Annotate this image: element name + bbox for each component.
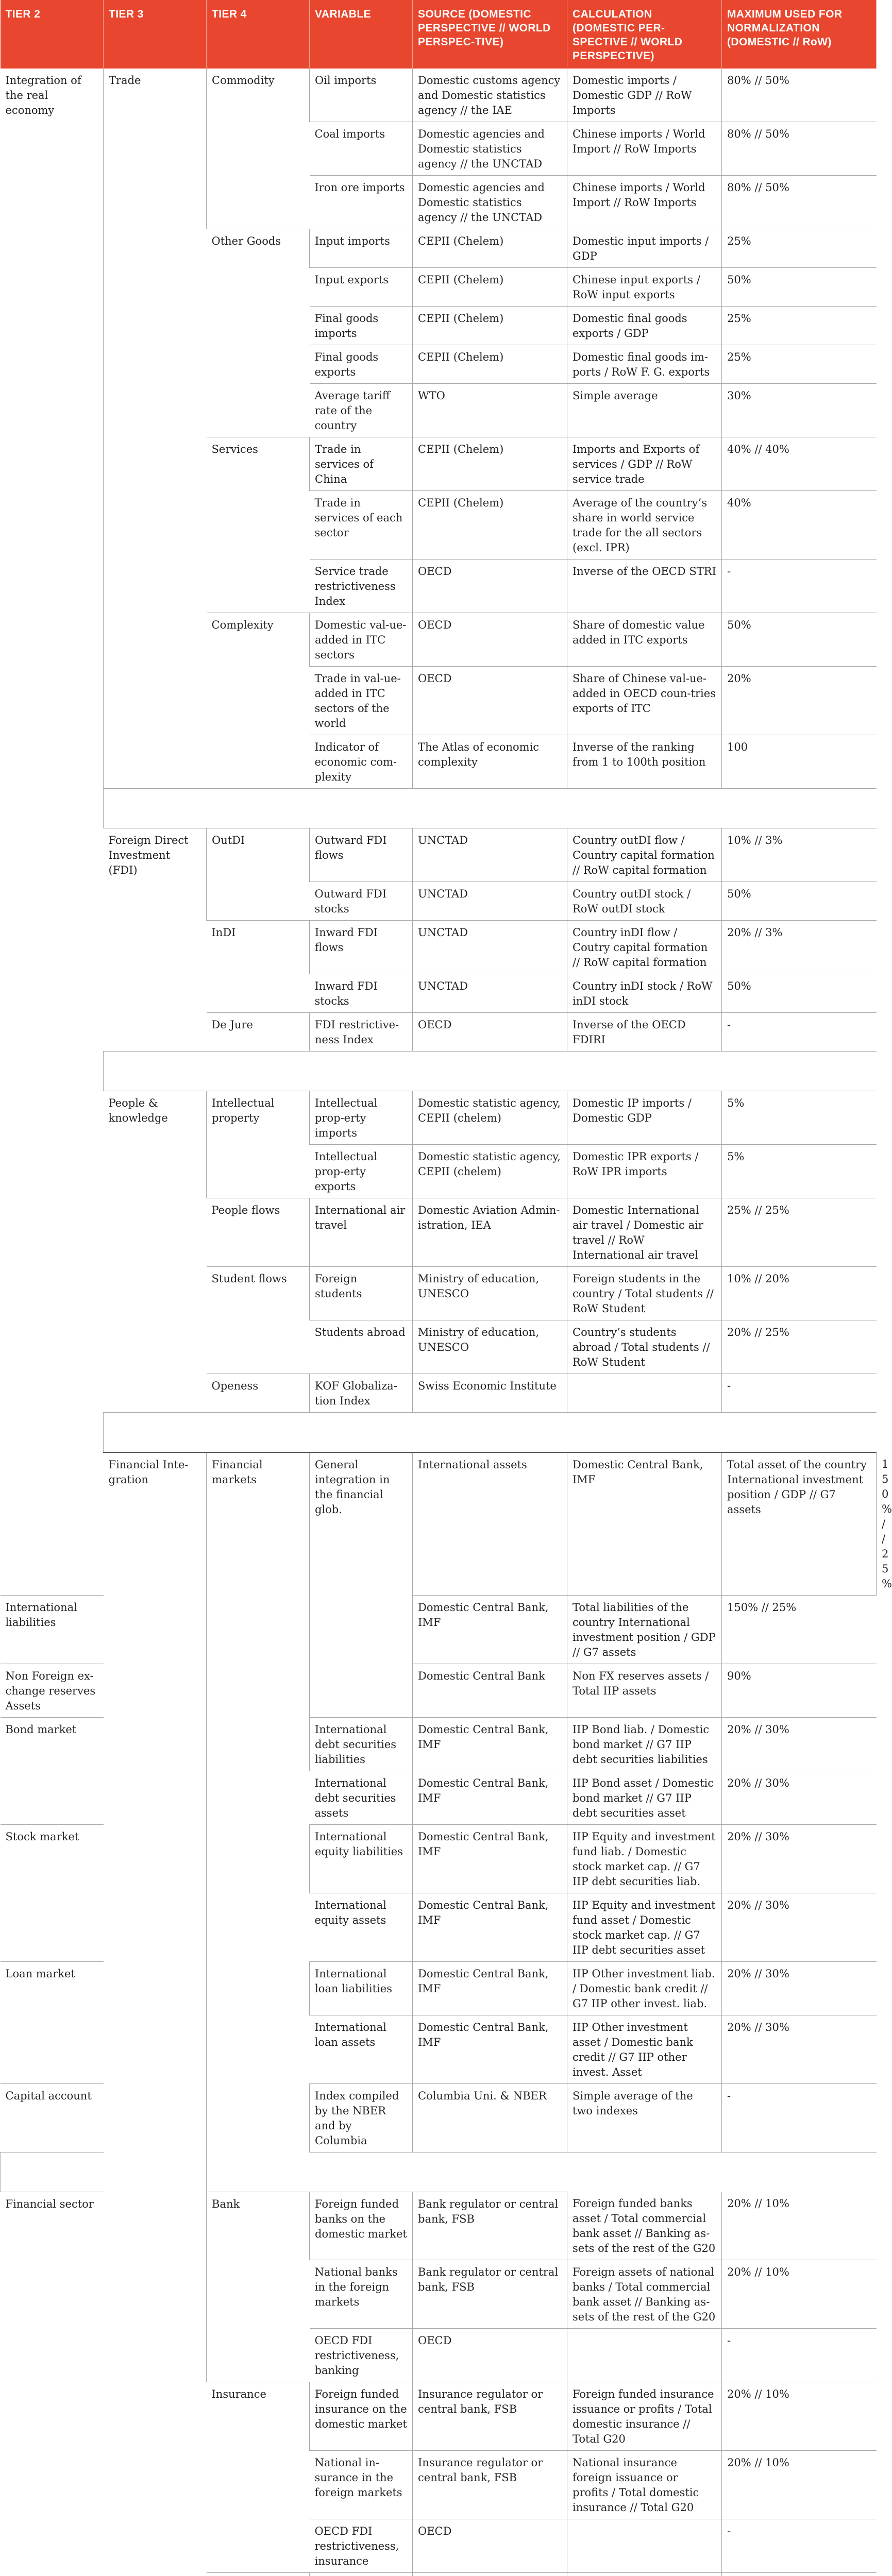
variable-cell: International debt securities assets [310, 1771, 413, 1824]
maximum-cell: 25% [722, 229, 877, 268]
calculation-cell: Share of domestic value added in ITC exports [567, 613, 722, 667]
variable-cell: Input imports [310, 229, 413, 268]
variable-cell: Coal imports [310, 122, 413, 176]
variable-cell: Intellectual prop-erty imports [310, 1091, 413, 1145]
calculation-cell: Non FX reserves assets / Total IIP assets [567, 1664, 722, 1717]
source-cell: Bank regulator or central bank, FSB [413, 2260, 567, 2329]
table-row [1, 69, 877, 122]
maximum-cell: 150% // 25% [722, 1595, 877, 1664]
variable-cell: International loan assets [310, 2015, 413, 2083]
source-cell: Bank regulator or central bank, FSB [413, 2192, 567, 2260]
source-cell: CEPII (Chelem) [413, 491, 567, 560]
source-cell: Domestic customs agency and Domestic statistics agency // the IAE [413, 69, 567, 122]
maximum-cell: 20% // 25% [722, 1320, 877, 1374]
source-cell: CEPII (Chelem) [413, 437, 567, 491]
source-cell: OECD [413, 613, 567, 667]
maximum-cell: 40% [722, 491, 877, 560]
header-maximum: MAXIMUM USED FOR NORMALIZATION (DOMESTIC // RoW) [722, 0, 877, 69]
spacer-cell [104, 1052, 877, 1091]
calculation-cell [567, 2573, 722, 2576]
table-row [1, 828, 877, 882]
variable-cell: Foreign students [310, 1267, 413, 1320]
spacer-cell [104, 789, 877, 828]
header-tier2: TIER 2 [1, 0, 104, 69]
variable-cell: International air travel [310, 1198, 413, 1267]
variable-cell: Indicator of economic com-plexity [310, 735, 413, 789]
source-cell: CEPII (Chelem) [413, 307, 567, 345]
maximum-cell: 80% // 50% [722, 69, 877, 122]
source-cell: Ministry of education, UNESCO [413, 1267, 567, 1320]
tier2-cell: Financial Inte-gration [104, 1452, 207, 2576]
calculation-cell: Domestic International air travel / Domestic air travel // RoW International air travel [567, 1198, 722, 1267]
source-cell: Domestic agencies and Domestic statistics agency // the UNCTAD [413, 122, 567, 176]
maximum-cell: 50% [722, 268, 877, 307]
source-cell: Domestic Central Bank, IMF [413, 2015, 567, 2083]
maximum-cell: 30% [722, 384, 877, 437]
calculation-cell: Total asset of the country International investment position / GDP // G7 assets [722, 1452, 877, 1596]
maximum-cell: 5% [722, 1145, 877, 1198]
source-cell: Domestic Central Bank [413, 1664, 567, 1717]
maximum-cell: 80% // 50% [722, 176, 877, 229]
source-cell: Domestic Central Bank, IMF [413, 1893, 567, 1961]
source-cell: Domestic statistic agency, CEPII (chelem) [413, 1091, 567, 1145]
variable-cell: National in-surance in the foreign markets [310, 2451, 413, 2519]
tier4-cell: Intellectual property [207, 1091, 310, 1198]
calculation-cell: IIP Other investment asset / Domestic bank credit // G7 IIP other invest. Asset [567, 2015, 722, 2083]
source-cell: Domestic Central Bank, IMF [413, 1961, 567, 2015]
calculation-cell: Domestic IP imports / Domestic GDP [567, 1091, 722, 1145]
source-cell: Insurance regulator or central bank, FSB [413, 2451, 567, 2519]
source-cell: Domestic Aviation Admin-istration, IEA [413, 1198, 567, 1267]
variable-cell: International equity assets [310, 1893, 413, 1961]
tier4-cell: Bond market [1, 1717, 104, 1824]
calculation-cell: IIP Equity and investment fund asset / Domestic stock market cap. // G7 IIP debt securities asset [567, 1893, 722, 1961]
variable-cell: Foreign funded insurance on the domestic market [310, 2382, 413, 2451]
tier4-cell: Other Goods [207, 229, 310, 437]
calculation-cell: Chinese imports / World Import // RoW Imports [567, 176, 722, 229]
calculation-cell: Inverse of the OECD STRI [567, 560, 722, 613]
calculation-cell: Chinese imports / World Import // RoW Imports [567, 122, 722, 176]
tier4-cell: Openess [207, 1374, 310, 1413]
variable-cell [310, 2573, 413, 2576]
tier4-cell: Capital account [1, 2083, 104, 2152]
tier4-cell: Bank [207, 2192, 310, 2382]
maximum-cell: 80% // 50% [722, 122, 877, 176]
calculation-cell: Simple average of the two indexes [567, 2083, 722, 2152]
maximum-cell: 20% // 30% [722, 2015, 877, 2083]
maximum-cell: 25% // 25% [722, 1198, 877, 1267]
variable-cell: Domestic val-ue-added in ITC sectors [310, 613, 413, 667]
variable-cell: Outward FDI stocks [310, 882, 413, 921]
calculation-cell: IIP Equity and investment fund liab. / Domestic stock market cap. // G7 IIP debt securities liab. [567, 1824, 722, 1893]
maximum-cell: 40% // 40% [722, 437, 877, 491]
calculation-cell: Domestic imports / Domestic GDP // RoW Imports [567, 69, 722, 122]
maximum-cell: - [722, 1374, 877, 1413]
calculation-cell: Country outDI flow / Country capital formation // RoW capital formation [567, 828, 722, 882]
maximum-cell [722, 2573, 877, 2576]
variable-cell: Index compiled by the NBER and by Columbia [310, 2083, 413, 2152]
source-cell: OECD [413, 1013, 567, 1052]
maximum-cell: 20% // 30% [722, 1893, 877, 1961]
variable-cell: Final goods imports [310, 307, 413, 345]
calculation-cell: IIP Bond liab. / Domestic bond market // G7 IIP debt securities liabilities [567, 1717, 722, 1771]
source-cell: CEPII (Chelem) [413, 229, 567, 268]
maximum-cell: 20% // 10% [722, 2451, 877, 2519]
tier4-cell: De Jure [207, 1013, 310, 1052]
source-cell: OECD [413, 560, 567, 613]
calculation-cell [567, 2519, 722, 2573]
calculation-cell: National insurance foreign issuance or profits / Total domestic insurance // Total G20 [567, 2451, 722, 2519]
maximum-cell: 25% [722, 345, 877, 384]
source-cell: CEPII (Chelem) [413, 345, 567, 384]
source-cell [413, 2573, 567, 2576]
maximum-cell: 20% [722, 667, 877, 735]
calculation-cell [567, 1374, 722, 1413]
maximum-cell: 5% [722, 1091, 877, 1145]
variable-cell: Input exports [310, 268, 413, 307]
variable-cell: Non Foreign ex-change reserves Assets [1, 1664, 104, 1717]
source-cell: Swiss Economic Institute [413, 1374, 567, 1413]
variable-cell: Service trade restrictiveness Index [310, 560, 413, 613]
maximum-cell: 50% [722, 882, 877, 921]
spacer-row [1, 2152, 877, 2192]
source-cell: CEPII (Chelem) [413, 268, 567, 307]
calculation-cell: Chinese input exports / RoW input exports [567, 268, 722, 307]
maximum-cell: 20% // 10% [722, 2260, 877, 2329]
source-cell: Domestic statistic agency, CEPII (chelem) [413, 1145, 567, 1198]
calculation-cell: Foreign assets of national banks / Total commercial bank asset // Banking as-sets of the rest of the G20 [567, 2260, 722, 2329]
calculation-cell: Country inDI stock / RoW inDI stock [567, 974, 722, 1013]
calculation-cell: Domestic final goods im-ports / RoW F. G. exports [567, 345, 722, 384]
spacer-cell [104, 1413, 877, 1452]
variable-cell: Foreign funded banks on the domestic market [310, 2192, 413, 2260]
calculation-cell: Total liabilities of the country International investment position / GDP // G7 assets [567, 1595, 722, 1664]
maximum-cell: 20% // 30% [722, 1717, 877, 1771]
calculation-cell: Foreign funded insurance issuance or profits / Total domestic insurance // Total G20 [567, 2382, 722, 2451]
source-cell: Domestic Central Bank, IMF [413, 1595, 567, 1664]
calculation-cell: Country outDI stock / RoW outDI stock [567, 882, 722, 921]
tier4-cell: Student flows [207, 1267, 310, 1374]
maximum-cell: 20% // 30% [722, 1824, 877, 1893]
variable-cell: Oil imports [310, 69, 413, 122]
source-cell: Domestic Central Bank, IMF [413, 1771, 567, 1824]
table-row [1, 1091, 877, 1145]
variable-cell: Iron ore imports [310, 176, 413, 229]
calculation-cell [567, 2329, 722, 2382]
calculation-cell: Foreign funded banks asset / Total commercial bank asset // Banking as-sets of the rest of the G20 [567, 2192, 722, 2260]
calculation-cell: Country inDI flow / Coutry capital formation // RoW capital formation [567, 921, 722, 974]
spacer-cell [1, 2152, 567, 2192]
source-cell: The Atlas of economic complexity [413, 735, 567, 789]
maximum-cell: 20% // 10% [722, 2382, 877, 2451]
source-cell: OECD [413, 2519, 567, 2573]
maximum-cell: 20% // 3% [722, 921, 877, 974]
maximum-cell: 50% [722, 613, 877, 667]
spacer-row [1, 1413, 877, 1452]
variable-cell: Trade in val-ue-added in ITC sectors of the world [310, 667, 413, 735]
tier4-cell: People flows [207, 1198, 310, 1267]
maximum-cell: 20% // 30% [722, 1961, 877, 2015]
calculation-cell: Imports and Exports of services / GDP // RoW service trade [567, 437, 722, 491]
variable-cell: International equity liabilities [310, 1824, 413, 1893]
tier4-cell: Loan market [1, 1961, 104, 2083]
calculation-cell: IIP Other investment liab. / Domestic bank credit // G7 IIP other invest. liab. [567, 1961, 722, 2015]
variable-cell: International liabilities [1, 1595, 104, 1664]
table-header-row [1, 0, 877, 69]
calculation-cell: Inverse of the OECD FDIRI [567, 1013, 722, 1052]
maximum-cell: 20% // 30% [722, 1771, 877, 1824]
source-cell: Domestic Central Bank, IMF [413, 1717, 567, 1771]
tier4-cell: Services [207, 437, 310, 613]
source-cell: UNCTAD [413, 828, 567, 882]
tier4-cell: Insurance [207, 2382, 310, 2573]
variable-cell: KOF Globaliza-tion Index [310, 1374, 413, 1413]
calculation-cell: Country’s students abroad / Total students // RoW Student [567, 1320, 722, 1374]
table-row: Financial Inte-gration Financial markets General integration in the financial glob. International assets Domestic Central Bank, IMF Total asset of the country International investment position / GDP // G7 assets 150% // 25% [1, 1452, 877, 1596]
variable-cell: Average tariff rate of the country [310, 384, 413, 437]
maximum-cell: - [722, 2329, 877, 2382]
maximum-cell: 50% [722, 974, 877, 1013]
tier4-cell: General integration in the financial glob. [310, 1452, 413, 1718]
calculation-cell: Domestic IPR exports / RoW IPR imports [567, 1145, 722, 1198]
calculation-cell: IIP Bond asset / Domestic bond market // G7 IIP debt securities asset [567, 1771, 722, 1824]
calculation-cell: Foreign students in the country / Total students // RoW Student [567, 1267, 722, 1320]
spacer-row [1, 1052, 877, 1091]
maximum-cell: 100 [722, 735, 877, 789]
maximum-cell: 25% [722, 307, 877, 345]
source-cell: UNCTAD [413, 974, 567, 1013]
tier4-cell: Commodity [207, 69, 310, 229]
calculation-cell: Inverse of the ranking from 1 to 100th position [567, 735, 722, 789]
source-cell: OECD [413, 2329, 567, 2382]
variable-cell: International assets [413, 1452, 567, 1596]
variable-cell: Inward FDI flows [310, 921, 413, 974]
calculation-cell: Simple average [567, 384, 722, 437]
maximum-cell: - [722, 2519, 877, 2573]
calculation-cell: Average of the country’s share in world service trade for the all sectors (excl. IPR) [567, 491, 722, 560]
maximum-cell: - [722, 560, 877, 613]
tier4-cell: Complexity [207, 613, 310, 789]
header-variable: VARIABLE [310, 0, 413, 69]
variable-cell: FDI restrictive-ness Index [310, 1013, 413, 1052]
source-cell: Ministry of education, UNESCO [413, 1320, 567, 1374]
maximum-cell: 90% [722, 1664, 877, 1717]
source-cell: Domestic Central Bank, IMF [413, 1824, 567, 1893]
source-cell: Domestic agencies and Domestic statistics agency // the UNCTAD [413, 176, 567, 229]
variable-cell: Inward FDI stocks [310, 974, 413, 1013]
spacer-row [1, 789, 877, 828]
calculation-cell: Share of Chinese val-ue-added in OECD coun-tries exports of ITC [567, 667, 722, 735]
tier3-cell: Financial markets [207, 1452, 310, 2192]
maximum-cell: 10% // 20% [722, 1267, 877, 1320]
maximum-cell: 10% // 3% [722, 828, 877, 882]
source-cell: UNCTAD [413, 882, 567, 921]
header-source: SOURCE (DOMESTIC PERSPECTIVE // WORLD PERSPEC-TIVE) [413, 0, 567, 69]
tier3-cell: Foreign Direct Investment (FDI) [104, 828, 207, 1052]
tier4-cell [207, 2573, 310, 2576]
tier4-cell: InDI [207, 921, 310, 1013]
variable-cell: Intellectual prop-erty exports [310, 1145, 413, 1198]
variable-cell: International debt securities liabilities [310, 1717, 413, 1771]
variable-cell: Outward FDI flows [310, 828, 413, 882]
tier4-cell: OutDI [207, 828, 310, 921]
source-cell: Insurance regulator or central bank, FSB [413, 2382, 567, 2451]
calculation-cell: Domestic input imports / GDP [567, 229, 722, 268]
tier3-cell: Financial sector [1, 2192, 104, 2576]
maximum-cell: - [722, 2083, 877, 2152]
header-calculation: CALCULATION (DOMESTIC PER-SPECTIVE // WORLD PERSPECTIVE) [567, 0, 722, 69]
header-tier4: TIER 4 [207, 0, 310, 69]
tier4-cell: Stock market [1, 1824, 104, 1961]
variable-cell: OECD FDI restrictiveness, banking [310, 2329, 413, 2382]
tier3-cell: Trade [104, 69, 207, 789]
source-cell: WTO [413, 384, 567, 437]
variable-cell: Trade in services of China [310, 437, 413, 491]
tier3-cell: People & knowledge [104, 1091, 207, 1413]
source-cell: Domestic Central Bank, IMF [567, 1452, 722, 1596]
variable-cell: Trade in services of each sector [310, 491, 413, 560]
source-cell: OECD [413, 667, 567, 735]
maximum-cell: - [722, 1013, 877, 1052]
source-cell: Columbia Uni. & NBER [413, 2083, 567, 2152]
variable-cell: International loan liabilities [310, 1961, 413, 2015]
variable-cell: Final goods exports [310, 345, 413, 384]
variable-cell: Students abroad [310, 1320, 413, 1374]
maximum-cell: 20% // 10% [722, 2192, 877, 2260]
header-tier3: TIER 3 [104, 0, 207, 69]
source-cell: UNCTAD [413, 921, 567, 974]
variable-cell: National banks in the foreign markets [310, 2260, 413, 2329]
calculation-cell: Domestic final goods exports / GDP [567, 307, 722, 345]
tier2-cell: Integration of the real economy [1, 69, 104, 1595]
variable-cell: OECD FDI restrictiveness, insurance [310, 2519, 413, 2573]
